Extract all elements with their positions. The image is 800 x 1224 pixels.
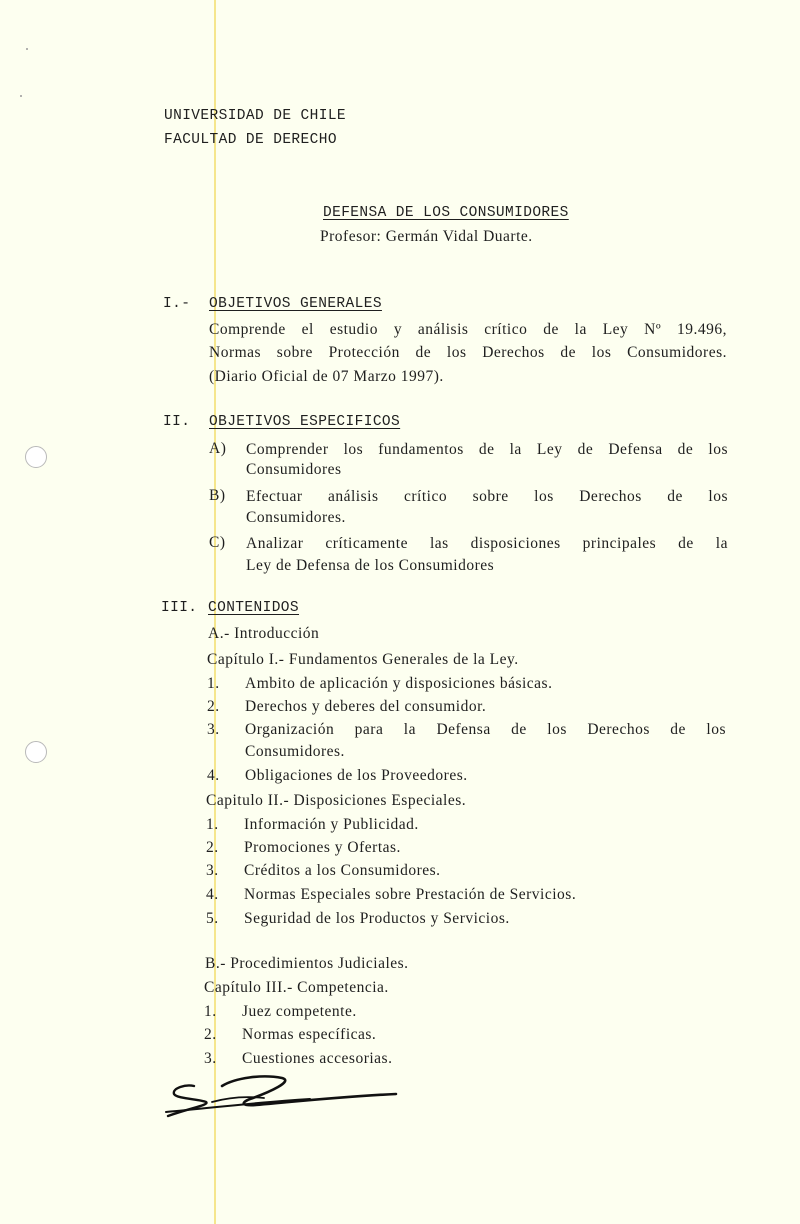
institution-name: UNIVERSIDAD DE CHILE	[164, 108, 347, 124]
part-heading: A.- Introducción	[208, 625, 320, 642]
item-number: 2.	[204, 1026, 217, 1043]
item-marker: B)	[209, 487, 226, 504]
part-heading: B.- Procedimientos Judiciales.	[205, 955, 409, 972]
item-number: 3.	[204, 1050, 217, 1067]
item-number: 5.	[206, 910, 219, 927]
content-item: Seguridad de los Productos y Servicios.	[244, 910, 510, 927]
chapter-heading: Capítulo III.- Competencia.	[204, 979, 389, 996]
item-number: 4.	[207, 767, 220, 784]
scan-speck	[20, 95, 22, 97]
scan-speck	[26, 48, 28, 50]
chapter-heading: Capitulo II.- Disposiciones Especiales.	[206, 792, 467, 809]
punch-hole	[25, 446, 47, 468]
item-marker: C)	[209, 534, 226, 551]
content-item: Ambito de aplicación y disposiciones básicas.	[245, 675, 553, 692]
section-number: I.-	[163, 296, 191, 312]
body-line: (Diario Oficial de 07 Marzo 1997).	[209, 368, 444, 385]
body-line: Comprende el estudio y análisis crítico de la Ley Nº 19.496,	[209, 321, 727, 338]
item-number: 2.	[206, 839, 219, 856]
item-number: 1.	[206, 816, 219, 833]
objective-line: Efectuar análisis crítico sobre los Derechos de los	[246, 488, 728, 505]
content-item: Juez competente.	[242, 1003, 357, 1020]
objective-line: Consumidores.	[246, 509, 346, 526]
objective-line: Consumidores	[246, 461, 342, 478]
content-item: Obligaciones de los Proveedores.	[245, 767, 468, 784]
item-number: 2.	[207, 698, 220, 715]
objective-line: Comprender los fundamentos de la Ley de Defensa de los	[246, 441, 728, 458]
body-line: Normas sobre Protección de los Derechos de los Consumidores.	[209, 344, 727, 361]
content-item: Normas Especiales sobre Prestación de Servicios.	[244, 886, 577, 903]
section-number: III.	[161, 600, 198, 616]
section-heading: OBJETIVOS ESPECIFICOS	[209, 414, 401, 430]
item-number: 1.	[207, 675, 220, 692]
signature	[160, 1072, 400, 1122]
item-number: 1.	[204, 1003, 217, 1020]
item-number: 4.	[206, 886, 219, 903]
punch-hole	[25, 741, 47, 763]
section-heading: CONTENIDOS	[208, 600, 300, 616]
chapter-heading: Capítulo I.- Fundamentos Generales de la Ley.	[207, 651, 519, 668]
content-item: Derechos y deberes del consumidor.	[245, 698, 487, 715]
item-number: 3.	[207, 721, 220, 738]
objective-line: Analizar críticamente las disposiciones principales de la	[246, 535, 728, 552]
faculty-name: FACULTAD DE DERECHO	[164, 132, 337, 148]
course-title: DEFENSA DE LOS CONSUMIDORES	[323, 205, 569, 221]
content-item: Normas específicas.	[242, 1026, 377, 1043]
content-item: Consumidores.	[245, 743, 345, 760]
section-number: II.	[163, 414, 191, 430]
professor-line: Profesor: Germán Vidal Duarte.	[320, 228, 533, 245]
content-item: Organización para la Defensa de los Derechos de los	[245, 721, 726, 738]
objective-line: Ley de Defensa de los Consumidores	[246, 557, 495, 574]
content-item: Información y Publicidad.	[244, 816, 419, 833]
section-heading: OBJETIVOS GENERALES	[209, 296, 382, 312]
item-number: 3.	[206, 862, 219, 879]
item-marker: A)	[209, 440, 227, 457]
content-item: Promociones y Ofertas.	[244, 839, 401, 856]
content-item: Créditos a los Consumidores.	[244, 862, 441, 879]
content-item: Cuestiones accesorias.	[242, 1050, 393, 1067]
